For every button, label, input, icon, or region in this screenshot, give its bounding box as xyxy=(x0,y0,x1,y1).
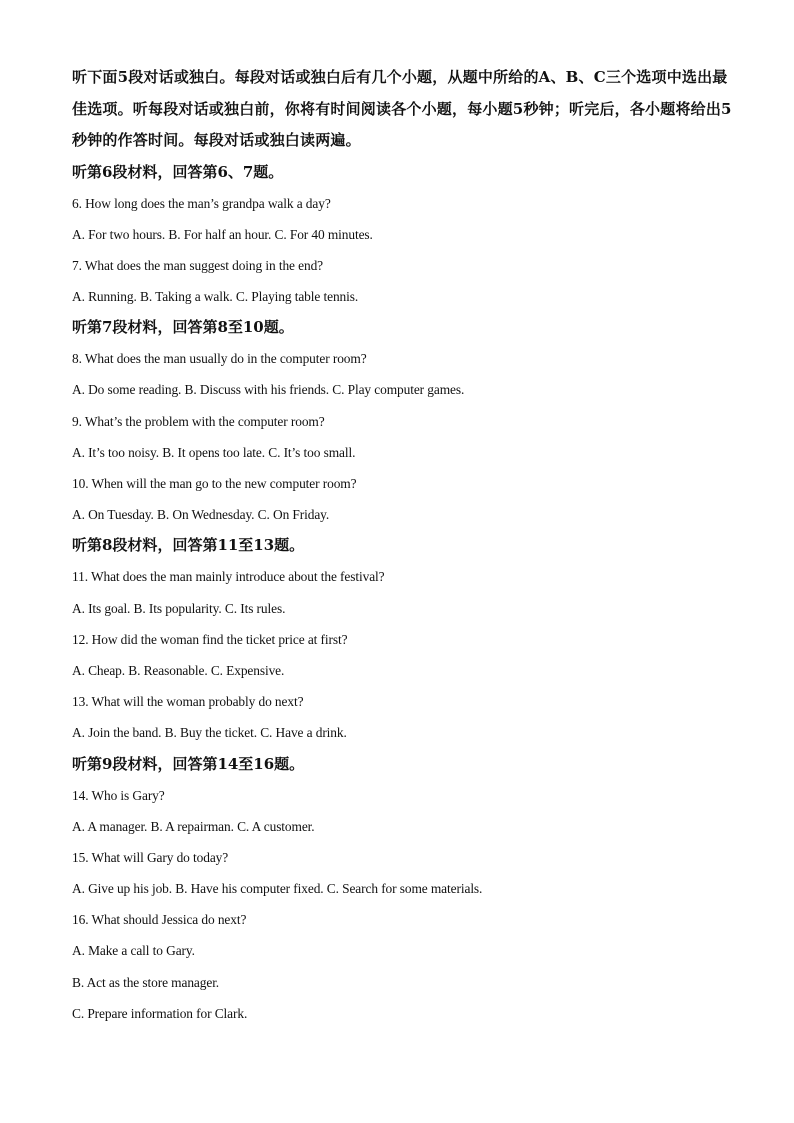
question-6: 6. How long does the man’s grandpa walk a day? xyxy=(72,195,331,211)
section-9 xyxy=(72,749,732,1030)
question-9: 9. What’s the problem with the computer room? xyxy=(72,413,325,429)
question-14: 14. Who is Gary? xyxy=(72,787,165,803)
options-13: A. Join the band. B. Buy the ticket. C. Have a drink. xyxy=(72,725,347,741)
options-8: A. Do some reading. B. Discuss with his friends. C. Play computer games. xyxy=(72,382,465,398)
question-10: 10. When will the man go to the new computer room? xyxy=(72,476,357,491)
section-heading: 听第6段材料，回答第6、7题。 xyxy=(72,162,284,181)
exam-page xyxy=(72,62,732,1029)
option-16-c: C. Prepare information for Clark. xyxy=(72,1005,248,1021)
options-15: A. Give up his job. B. Have his computer fixed. C. Search for some materials. xyxy=(72,881,483,897)
section-heading: 听第9段材料，回答第14至16题。 xyxy=(72,754,305,773)
question-13: 13. What will the woman probably do next? xyxy=(72,694,304,710)
option-16-a: A. Make a call to Gary. xyxy=(72,943,195,959)
question-16: 16. What should Jessica do next? xyxy=(72,912,247,928)
options-12: A. Cheap. B. Reasonable. C. Expensive. xyxy=(72,662,285,678)
options-10: A. On Tuesday. B. On Wednesday. C. On Friday. xyxy=(72,507,330,523)
options-9: A. It’s too noisy. B. It opens too late. C. It’s too small. xyxy=(72,444,356,460)
section-heading: 听第7段材料，回答第8至10题。 xyxy=(72,318,294,337)
section-instructions: 听下面5段对话或独白。每段对话或独白后有几个小题，从题中所给的A、B、C三个选项中选出最佳选项。听每段对话或独白前，你将有时间阅读各个小题，每小题5秒钟；听完后，各小题将给出5秒钟的作答时间。每段对话或独白读两遍。 xyxy=(72,68,732,149)
question-7: 7. What does the man suggest doing in the end? xyxy=(72,257,324,273)
question-12: 12. How did the woman find the ticket price at first? xyxy=(72,631,348,647)
options-11: A. Its goal. B. Its popularity. C. Its rules. xyxy=(72,600,286,616)
question-15: 15. What will Gary do today? xyxy=(72,849,229,865)
section-heading: 听第8段材料，回答第11至13题。 xyxy=(72,536,305,555)
question-11: 11. What does the man mainly introduce about the festival? xyxy=(72,569,385,585)
option-16-b: B. Act as the store manager. xyxy=(72,974,220,990)
question-8: 8. What does the man usually do in the computer room? xyxy=(72,351,367,367)
options-6: A. For two hours. B. For half an hour. C. For 40 minutes. xyxy=(72,226,373,242)
section-8 xyxy=(72,530,732,748)
section-7 xyxy=(72,312,732,530)
section-6 xyxy=(72,157,732,313)
options-14: A. A manager. B. A repairman. C. A customer. xyxy=(72,818,315,834)
options-7: A. Running. B. Taking a walk. C. Playing table tennis. xyxy=(72,289,359,305)
